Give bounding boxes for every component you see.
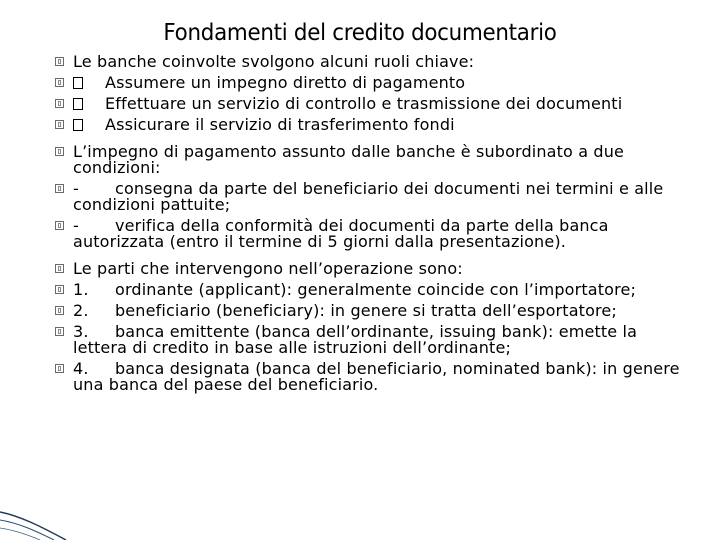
item-marker: 3.: [73, 322, 89, 341]
bullet-icon: [55, 264, 64, 273]
bullet-icon: [55, 364, 64, 373]
list-item: [0, 144, 720, 176]
item-text: consegna da parte del beneficiario dei documenti nei termini e alle condizioni pattuite;: [73, 179, 664, 214]
item-marker: -: [73, 179, 79, 198]
checkbox-icon: [73, 119, 83, 131]
list-item: [0, 218, 720, 250]
item-text: ordinante (applicant): generalmente coincide con l’importatore;: [115, 280, 636, 299]
item-text: Le parti che intervengono nell’operazione sono:: [73, 259, 463, 278]
item-text: Effettuare un servizio di controllo e trasmissione dei documenti: [105, 94, 623, 113]
item-marker: -: [73, 216, 79, 235]
bullet-icon: [55, 184, 64, 193]
list-item: [0, 303, 720, 319]
item-marker: 2.: [73, 301, 89, 320]
list-item: [0, 282, 720, 298]
item-marker: 4.: [73, 359, 89, 378]
slide-title: Fondamenti del credito documentario: [163, 20, 557, 46]
bullet-icon: [55, 120, 64, 129]
bullet-icon: [55, 147, 64, 156]
slide-content: [0, 54, 720, 398]
item-text: banca designata (banca del beneficiario, nominated bank): in genere una banca del paese del beneficiario.: [73, 359, 680, 394]
decorative-corner-lines: [0, 450, 70, 540]
checkbox-icon: [73, 77, 83, 89]
bullet-icon: [55, 285, 64, 294]
item-text: Assumere un impegno diretto di pagamento: [105, 73, 466, 92]
list-item: [0, 361, 720, 393]
bullet-icon: [55, 99, 64, 108]
checkbox-icon: [73, 98, 83, 110]
list-item: [0, 117, 720, 133]
item-text: verifica della conformità dei documenti da parte della banca autorizzata (entro il termine di 5 giorni dalla presentazione).: [73, 216, 609, 251]
item-text: L’impegno di pagamento assunto dalle banche è subordinato a due condizioni:: [73, 142, 625, 177]
bullet-icon: [55, 327, 64, 336]
bullet-icon: [55, 57, 64, 66]
item-text: beneficiario (beneficiary): in genere si tratta dell’esportatore;: [115, 301, 617, 320]
bullet-icon: [55, 221, 64, 230]
item-marker: 1.: [73, 280, 89, 299]
list-item: [0, 75, 720, 91]
list-item: [0, 54, 720, 70]
bullet-icon: [55, 306, 64, 315]
item-text: Assicurare il servizio di trasferimento fondi: [105, 115, 455, 134]
item-text: banca emittente (banca dell’ordinante, issuing bank): emette la lettera di credito in base alle istruzioni dell’ordinante;: [73, 322, 638, 357]
item-text: Le banche coinvolte svolgono alcuni ruoli chiave:: [73, 52, 475, 71]
list-item: [0, 261, 720, 277]
list-item: [0, 96, 720, 112]
list-item: [0, 181, 720, 213]
list-item: [0, 324, 720, 356]
bullet-icon: [55, 78, 64, 87]
